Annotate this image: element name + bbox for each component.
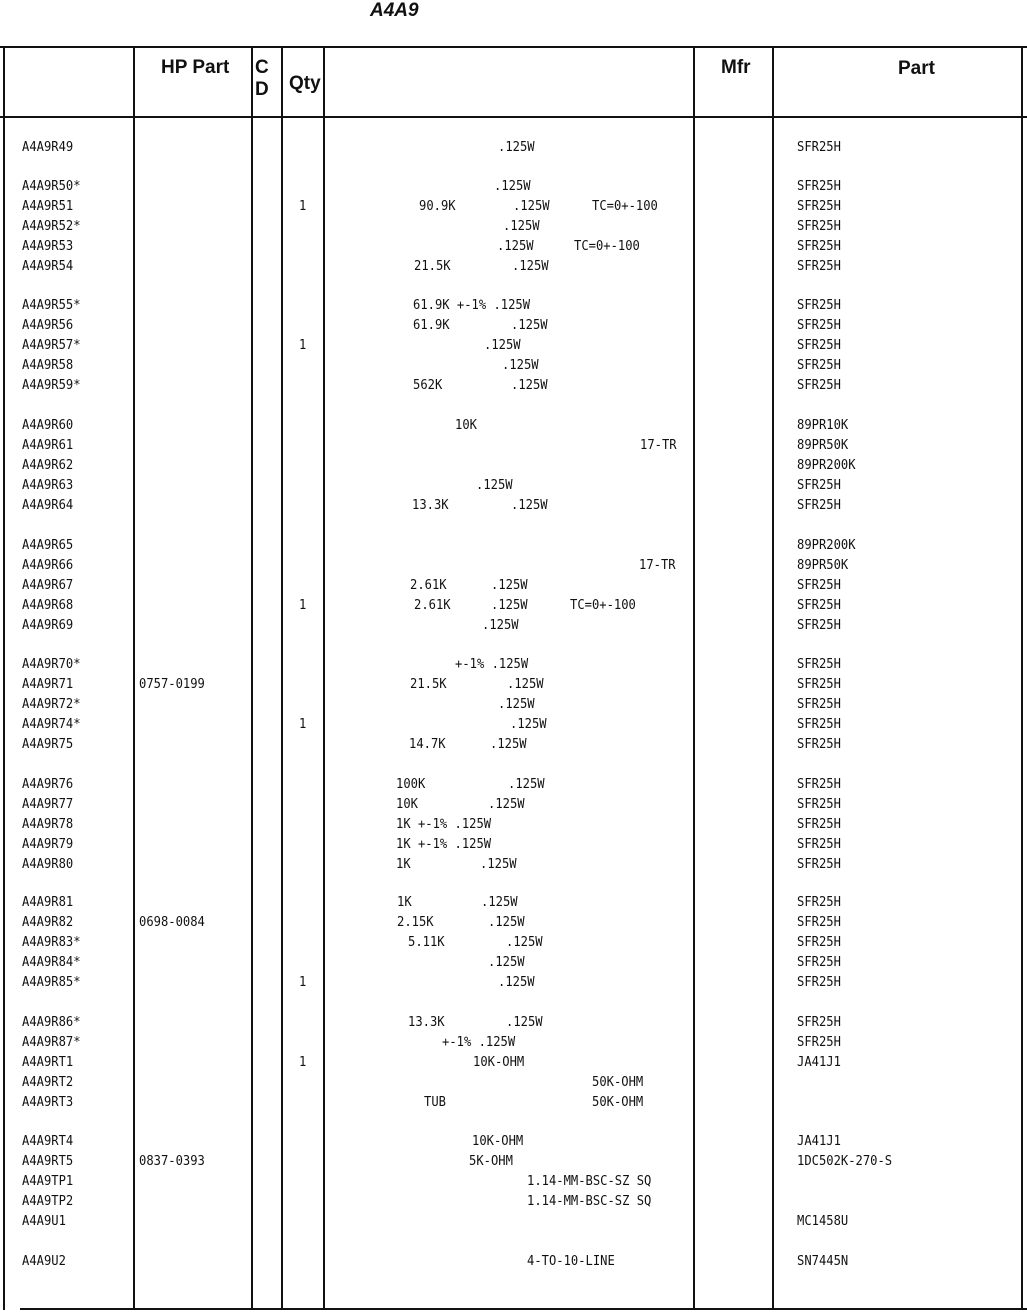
row-reference: A4A9R60	[22, 417, 74, 433]
row-mfr-part-number: SFR25H	[797, 139, 841, 155]
row-reference: A4A9R87*	[22, 1034, 81, 1050]
row-description: 10K-OHM	[473, 1054, 525, 1070]
row-mfr-part-number: SFR25H	[797, 776, 841, 792]
header-cd-d: D	[255, 79, 269, 100]
row-description: .125W	[482, 617, 519, 633]
row-description: 17-TR	[640, 437, 677, 453]
row-description: 1K +-1% .125W	[396, 816, 492, 832]
row-description: .125W	[488, 954, 525, 970]
row-reference: A4A9R74*	[22, 716, 81, 732]
row-reference: A4A9R72*	[22, 696, 81, 712]
row-mfr-part-number: SFR25H	[797, 736, 841, 752]
row-description: 10K	[455, 417, 477, 433]
col-divider-qty-desc	[323, 46, 325, 1310]
row-description: .125W	[488, 796, 525, 812]
row-mfr-part-number: SFR25H	[797, 357, 841, 373]
table-top-border	[0, 46, 1027, 48]
table-bottom-border	[20, 1308, 1027, 1310]
row-description: 61.9K	[413, 317, 450, 333]
col-divider-hp-cd	[251, 46, 253, 1310]
row-reference: A4A9R66	[22, 557, 74, 573]
row-description: .125W	[506, 1014, 543, 1030]
row-description: .125W	[512, 258, 549, 274]
row-reference: A4A9R81	[22, 894, 74, 910]
row-description: .125W	[488, 914, 525, 930]
row-mfr-part-number: SFR25H	[797, 856, 841, 872]
row-description: .125W	[507, 676, 544, 692]
row-mfr-part-number: SFR25H	[797, 1034, 841, 1050]
row-mfr-part-number: SFR25H	[797, 597, 841, 613]
row-reference: A4A9R51	[22, 198, 74, 214]
row-mfr-part-number: 89PR200K	[797, 537, 856, 553]
row-description: 4-TO-10-LINE	[527, 1253, 615, 1269]
row-reference: A4A9R63	[22, 477, 74, 493]
row-description: 90.9K	[419, 198, 456, 214]
row-description: 14.7K	[409, 736, 446, 752]
row-description: 2.61K	[414, 597, 451, 613]
col-divider-desc-mfr	[693, 46, 695, 1310]
row-description: 2.61K	[410, 577, 447, 593]
row-mfr-part-number: MC1458U	[797, 1213, 849, 1229]
row-description: TUB	[424, 1094, 446, 1110]
row-mfr-part-number: SFR25H	[797, 656, 841, 672]
row-description: .125W	[498, 696, 535, 712]
row-mfr-part-number: SFR25H	[797, 954, 841, 970]
row-description: 1.14-MM-BSC-SZ SQ	[527, 1173, 652, 1189]
row-mfr-part-number: SFR25H	[797, 198, 841, 214]
row-mfr-part-number: JA41J1	[797, 1054, 841, 1070]
row-mfr-part-number: SFR25H	[797, 816, 841, 832]
row-description: 100K	[396, 776, 426, 792]
row-reference: A4A9R64	[22, 497, 74, 513]
row-mfr-part-number: SFR25H	[797, 696, 841, 712]
row-mfr-part-number: SFR25H	[797, 218, 841, 234]
row-description: .125W	[511, 317, 548, 333]
row-mfr-part-number: SFR25H	[797, 796, 841, 812]
row-reference: A4A9U1	[22, 1213, 66, 1229]
row-description: .125W	[491, 597, 528, 613]
row-mfr-part-number: 89PR10K	[797, 417, 849, 433]
col-divider-left-edge	[3, 46, 5, 1310]
row-description: .125W	[502, 357, 539, 373]
row-reference: A4A9RT1	[22, 1054, 74, 1070]
header-mfr: Mfr	[721, 57, 751, 78]
header-bottom-border	[0, 116, 1027, 118]
row-description: .125W	[498, 974, 535, 990]
row-qty: 1	[299, 716, 307, 732]
row-reference: A4A9R50*	[22, 178, 81, 194]
row-qty: 1	[299, 597, 307, 613]
row-reference: A4A9R77	[22, 796, 74, 812]
row-description: .125W	[481, 894, 518, 910]
row-description: TC=0+-100	[570, 597, 636, 613]
row-reference: A4A9R68	[22, 597, 74, 613]
row-reference: A4A9R71	[22, 676, 74, 692]
row-mfr-part-number: 1DC502K-270-S	[797, 1153, 893, 1169]
row-reference: A4A9R82	[22, 914, 74, 930]
row-reference: A4A9TP1	[22, 1173, 74, 1189]
row-qty: 1	[299, 198, 307, 214]
row-mfr-part-number: SFR25H	[797, 577, 841, 593]
row-description: +-1% .125W	[455, 656, 529, 672]
row-mfr-part-number: SFR25H	[797, 377, 841, 393]
row-description: 1K	[397, 894, 412, 910]
row-reference: A4A9R84*	[22, 954, 81, 970]
col-divider-cd-qty	[281, 46, 283, 1310]
row-mfr-part-number: SFR25H	[797, 974, 841, 990]
row-description: 1.14-MM-BSC-SZ SQ	[527, 1193, 652, 1209]
row-mfr-part-number: SFR25H	[797, 497, 841, 513]
header-cd-c: C	[255, 57, 269, 78]
row-reference: A4A9RT2	[22, 1074, 74, 1090]
row-description: .125W	[490, 736, 527, 752]
row-description: .125W	[484, 337, 521, 353]
row-reference: A4A9R55*	[22, 297, 81, 313]
row-mfr-part-number: SFR25H	[797, 238, 841, 254]
row-description: .125W	[511, 377, 548, 393]
row-reference: A4A9R52*	[22, 218, 81, 234]
row-mfr-part-number: SFR25H	[797, 1014, 841, 1030]
row-mfr-part-number: SFR25H	[797, 676, 841, 692]
row-reference: A4A9R86*	[22, 1014, 81, 1030]
header-qty: Qty	[289, 73, 321, 94]
row-reference: A4A9R80	[22, 856, 74, 872]
row-description: 13.3K	[408, 1014, 445, 1030]
row-reference: A4A9TP2	[22, 1193, 74, 1209]
row-mfr-part-number: SFR25H	[797, 297, 841, 313]
row-description: TC=0+-100	[574, 238, 640, 254]
row-hp-part-number: 0698-0084	[139, 914, 205, 930]
row-description: TC=0+-100	[592, 198, 658, 214]
row-description: +-1% .125W	[442, 1034, 516, 1050]
row-reference: A4A9R69	[22, 617, 74, 633]
row-reference: A4A9R61	[22, 437, 74, 453]
col-divider-ref-hp	[133, 46, 135, 1310]
row-reference: A4A9R85*	[22, 974, 81, 990]
row-reference: A4A9R62	[22, 457, 74, 473]
row-mfr-part-number: SFR25H	[797, 258, 841, 274]
row-description: 10K-OHM	[472, 1133, 524, 1149]
row-description: 5.11K	[408, 934, 445, 950]
row-mfr-part-number: SFR25H	[797, 934, 841, 950]
row-mfr-part-number: SFR25H	[797, 894, 841, 910]
row-description: .125W	[476, 477, 513, 493]
row-description: 1K	[396, 856, 411, 872]
row-reference: A4A9R75	[22, 736, 74, 752]
row-mfr-part-number: SFR25H	[797, 716, 841, 732]
header-hp-part: HP Part	[161, 57, 230, 78]
row-reference: A4A9R78	[22, 816, 74, 832]
row-description: 50K-OHM	[592, 1094, 644, 1110]
row-mfr-part-number: 89PR200K	[797, 457, 856, 473]
row-reference: A4A9R54	[22, 258, 74, 274]
row-description: .125W	[508, 776, 545, 792]
row-mfr-part-number: SFR25H	[797, 317, 841, 333]
row-description: .125W	[511, 497, 548, 513]
row-reference: A4A9U2	[22, 1253, 66, 1269]
row-reference: A4A9R57*	[22, 337, 81, 353]
row-hp-part-number: 0837-0393	[139, 1153, 205, 1169]
row-reference: A4A9R70*	[22, 656, 81, 672]
row-reference: A4A9R83*	[22, 934, 81, 950]
row-description: 1K +-1% .125W	[396, 836, 492, 852]
row-reference: A4A9R59*	[22, 377, 81, 393]
row-description: 17-TR	[639, 557, 676, 573]
row-description: .125W	[498, 139, 535, 155]
col-divider-mfr-part	[772, 46, 774, 1310]
row-description: 50K-OHM	[592, 1074, 644, 1090]
row-description: .125W	[494, 178, 531, 194]
row-description: 10K	[396, 796, 418, 812]
row-description: .125W	[506, 934, 543, 950]
row-reference: A4A9R49	[22, 139, 74, 155]
row-description: .125W	[503, 218, 540, 234]
row-description: 21.5K	[410, 676, 447, 692]
row-mfr-part-number: SFR25H	[797, 337, 841, 353]
row-reference: A4A9R56	[22, 317, 74, 333]
row-mfr-part-number: JA41J1	[797, 1133, 841, 1149]
row-description: 562K	[413, 377, 443, 393]
row-description: .125W	[480, 856, 517, 872]
row-mfr-part-number: 89PR50K	[797, 437, 849, 453]
row-description: 2.15K	[397, 914, 434, 930]
row-reference: A4A9RT5	[22, 1153, 74, 1169]
row-description: 21.5K	[414, 258, 451, 274]
row-description: 5K-OHM	[469, 1153, 513, 1169]
row-mfr-part-number: SFR25H	[797, 914, 841, 930]
row-description: .125W	[510, 716, 547, 732]
row-description: 61.9K +-1% .125W	[413, 297, 531, 313]
row-reference: A4A9RT3	[22, 1094, 74, 1110]
row-reference: A4A9R53	[22, 238, 74, 254]
header-part: Part	[898, 58, 935, 79]
row-reference: A4A9R58	[22, 357, 74, 373]
row-description: .125W	[497, 238, 534, 254]
row-hp-part-number: 0757-0199	[139, 676, 205, 692]
row-mfr-part-number: SFR25H	[797, 477, 841, 493]
row-reference: A4A9R67	[22, 577, 74, 593]
row-reference: A4A9RT4	[22, 1133, 74, 1149]
row-description: 13.3K	[412, 497, 449, 513]
row-qty: 1	[299, 337, 307, 353]
row-mfr-part-number: SFR25H	[797, 178, 841, 194]
row-description: .125W	[491, 577, 528, 593]
row-qty: 1	[299, 974, 307, 990]
row-reference: A4A9R65	[22, 537, 74, 553]
row-mfr-part-number: 89PR50K	[797, 557, 849, 573]
row-description: .125W	[513, 198, 550, 214]
row-mfr-part-number: SFR25H	[797, 836, 841, 852]
page-title: A4A9	[370, 0, 419, 21]
col-divider-right-edge	[1021, 46, 1023, 1310]
row-mfr-part-number: SFR25H	[797, 617, 841, 633]
row-qty: 1	[299, 1054, 307, 1070]
row-reference: A4A9R76	[22, 776, 74, 792]
row-mfr-part-number: SN7445N	[797, 1253, 849, 1269]
row-reference: A4A9R79	[22, 836, 74, 852]
